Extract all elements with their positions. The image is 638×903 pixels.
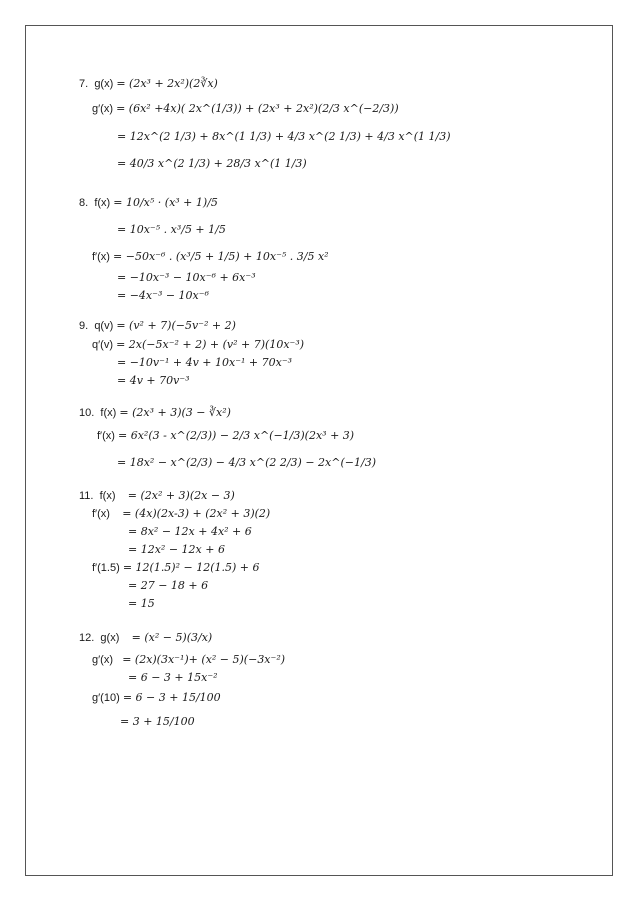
problem-9-line-3 [117, 357, 292, 369]
problem-11-line-6 [128, 580, 208, 592]
line-expression: = (2x)(3x⁻¹)+ (x² − 5)(−3x⁻²) [122, 653, 286, 666]
problem-12-line-5 [120, 716, 195, 728]
problem-7-line-1 [79, 78, 218, 90]
problem-8-line-2 [117, 224, 226, 236]
line-expression: = 2x(−5x⁻² + 2) + (v² + 7)(10x⁻³) [116, 338, 305, 351]
line-label: f′(x) [97, 430, 115, 442]
line-expression: = 6x²(3 - x^(2/3)) − 2/3 x^(−1/3)(2x³ + 3) [118, 429, 355, 442]
line-label: g(x) [100, 632, 120, 644]
problem-7-line-2 [92, 103, 399, 115]
page-border [25, 25, 613, 876]
problem-12-line-3 [128, 672, 218, 684]
line-expression: = 40/3 x^(2 1/3) + 28/3 x^(1 1/3) [117, 157, 307, 170]
problem-11-line-2 [92, 508, 270, 520]
line-expression: = 12(1.5)² − 12(1.5) + 6 [122, 561, 260, 574]
line-expression: = 27 − 18 + 6 [128, 579, 209, 592]
problem-11-line-7 [128, 598, 155, 610]
line-expression: = (v² + 7)(−5v⁻² + 2) [116, 319, 236, 332]
line-expression: = 6 − 3 + 15x⁻² [128, 671, 218, 684]
line-expression: = 12x² − 12x + 6 [128, 543, 225, 556]
problem-number: 9. [79, 320, 89, 332]
problem-10-line-2 [97, 430, 354, 442]
line-expression: = 4v + 70v⁻³ [117, 374, 190, 387]
problem-7-line-4 [117, 158, 307, 170]
problem-8-line-4 [117, 272, 256, 284]
line-label: f′(x) [92, 508, 110, 520]
line-label: f(x) [99, 490, 116, 502]
line-label: f′(x) [92, 251, 110, 263]
line-label: f(x) [100, 407, 117, 419]
line-expression: = (4x)(2x-3) + (2x² + 3)(2) [122, 507, 271, 520]
problem-12-line-2 [92, 654, 285, 666]
problem-12-line-1 [79, 632, 212, 644]
line-expression: = 10/x⁵ · (x³ + 1)/5 [113, 196, 218, 209]
line-label: g(x) [94, 78, 114, 90]
line-label: g′(x) [92, 654, 114, 666]
line-expression: = (2x³ + 3)(3 − ∛x²) [119, 406, 231, 419]
line-expression: = (2x² + 3)(2x − 3) [127, 489, 235, 502]
line-label: q(v) [94, 320, 114, 332]
problem-9-line-1 [79, 320, 236, 332]
problem-8-line-3 [92, 251, 329, 263]
problem-number: 7. [79, 78, 89, 90]
problem-number: 12. [79, 632, 95, 644]
problem-10-line-1 [79, 407, 231, 419]
line-expression: = −10v⁻¹ + 4v + 10x⁻¹ + 70x⁻³ [117, 356, 293, 369]
problem-10-line-3 [117, 457, 376, 469]
line-expression: = 10x⁻⁵ . x³/5 + 1/5 [117, 223, 226, 236]
line-expression: = −50x⁻⁶ . (x³/5 + 1/5) + 10x⁻⁵ . 3/5 x² [113, 250, 329, 263]
line-expression: = 6 − 3 + 15/100 [122, 691, 221, 704]
problem-9-line-4 [117, 375, 190, 387]
problem-11-line-5 [92, 562, 260, 574]
line-expression: = (x² − 5)(3/x) [131, 631, 213, 644]
line-expression: = 8x² − 12x + 4x² + 6 [128, 525, 252, 538]
problem-number: 10. [79, 407, 95, 419]
problem-11-line-3 [128, 526, 252, 538]
line-label: g′(10) [92, 692, 120, 704]
problem-11-line-1 [79, 490, 235, 502]
problem-number: 11. [79, 490, 94, 502]
problem-number: 8. [79, 197, 89, 209]
problem-7-line-3 [117, 131, 451, 143]
problem-8-line-5 [117, 290, 209, 302]
problem-9-line-2 [92, 339, 304, 351]
line-label: f′(1.5) [92, 562, 120, 574]
line-expression: = (2x³ + 2x²)(2∛x) [116, 77, 218, 90]
line-expression: = −10x⁻³ − 10x⁻⁶ + 6x⁻³ [117, 271, 256, 284]
problem-11-line-4 [128, 544, 225, 556]
line-label: q′(v) [92, 339, 114, 351]
line-label: g′(x) [92, 103, 114, 115]
line-expression: = 12x^(2 1/3) + 8x^(1 1/3) + 4/3 x^(2 1/3) + 4/3 x^(1 1/3) [117, 130, 451, 143]
problem-8-line-1 [79, 197, 218, 209]
problem-12-line-4 [92, 692, 221, 704]
line-expression: = 18x² − x^(2/3) − 4/3 x^(2 2/3) − 2x^(−1/3) [117, 456, 376, 469]
line-expression: = −4x⁻³ − 10x⁻⁶ [117, 289, 209, 302]
line-label: f(x) [94, 197, 111, 209]
line-expression: = 3 + 15/100 [120, 715, 195, 728]
line-expression: = 15 [128, 597, 155, 610]
line-expression: = (6x² +4x)( 2x^(1/3)) + (2x³ + 2x²)(2/3 x^(−2/3)) [116, 102, 399, 115]
